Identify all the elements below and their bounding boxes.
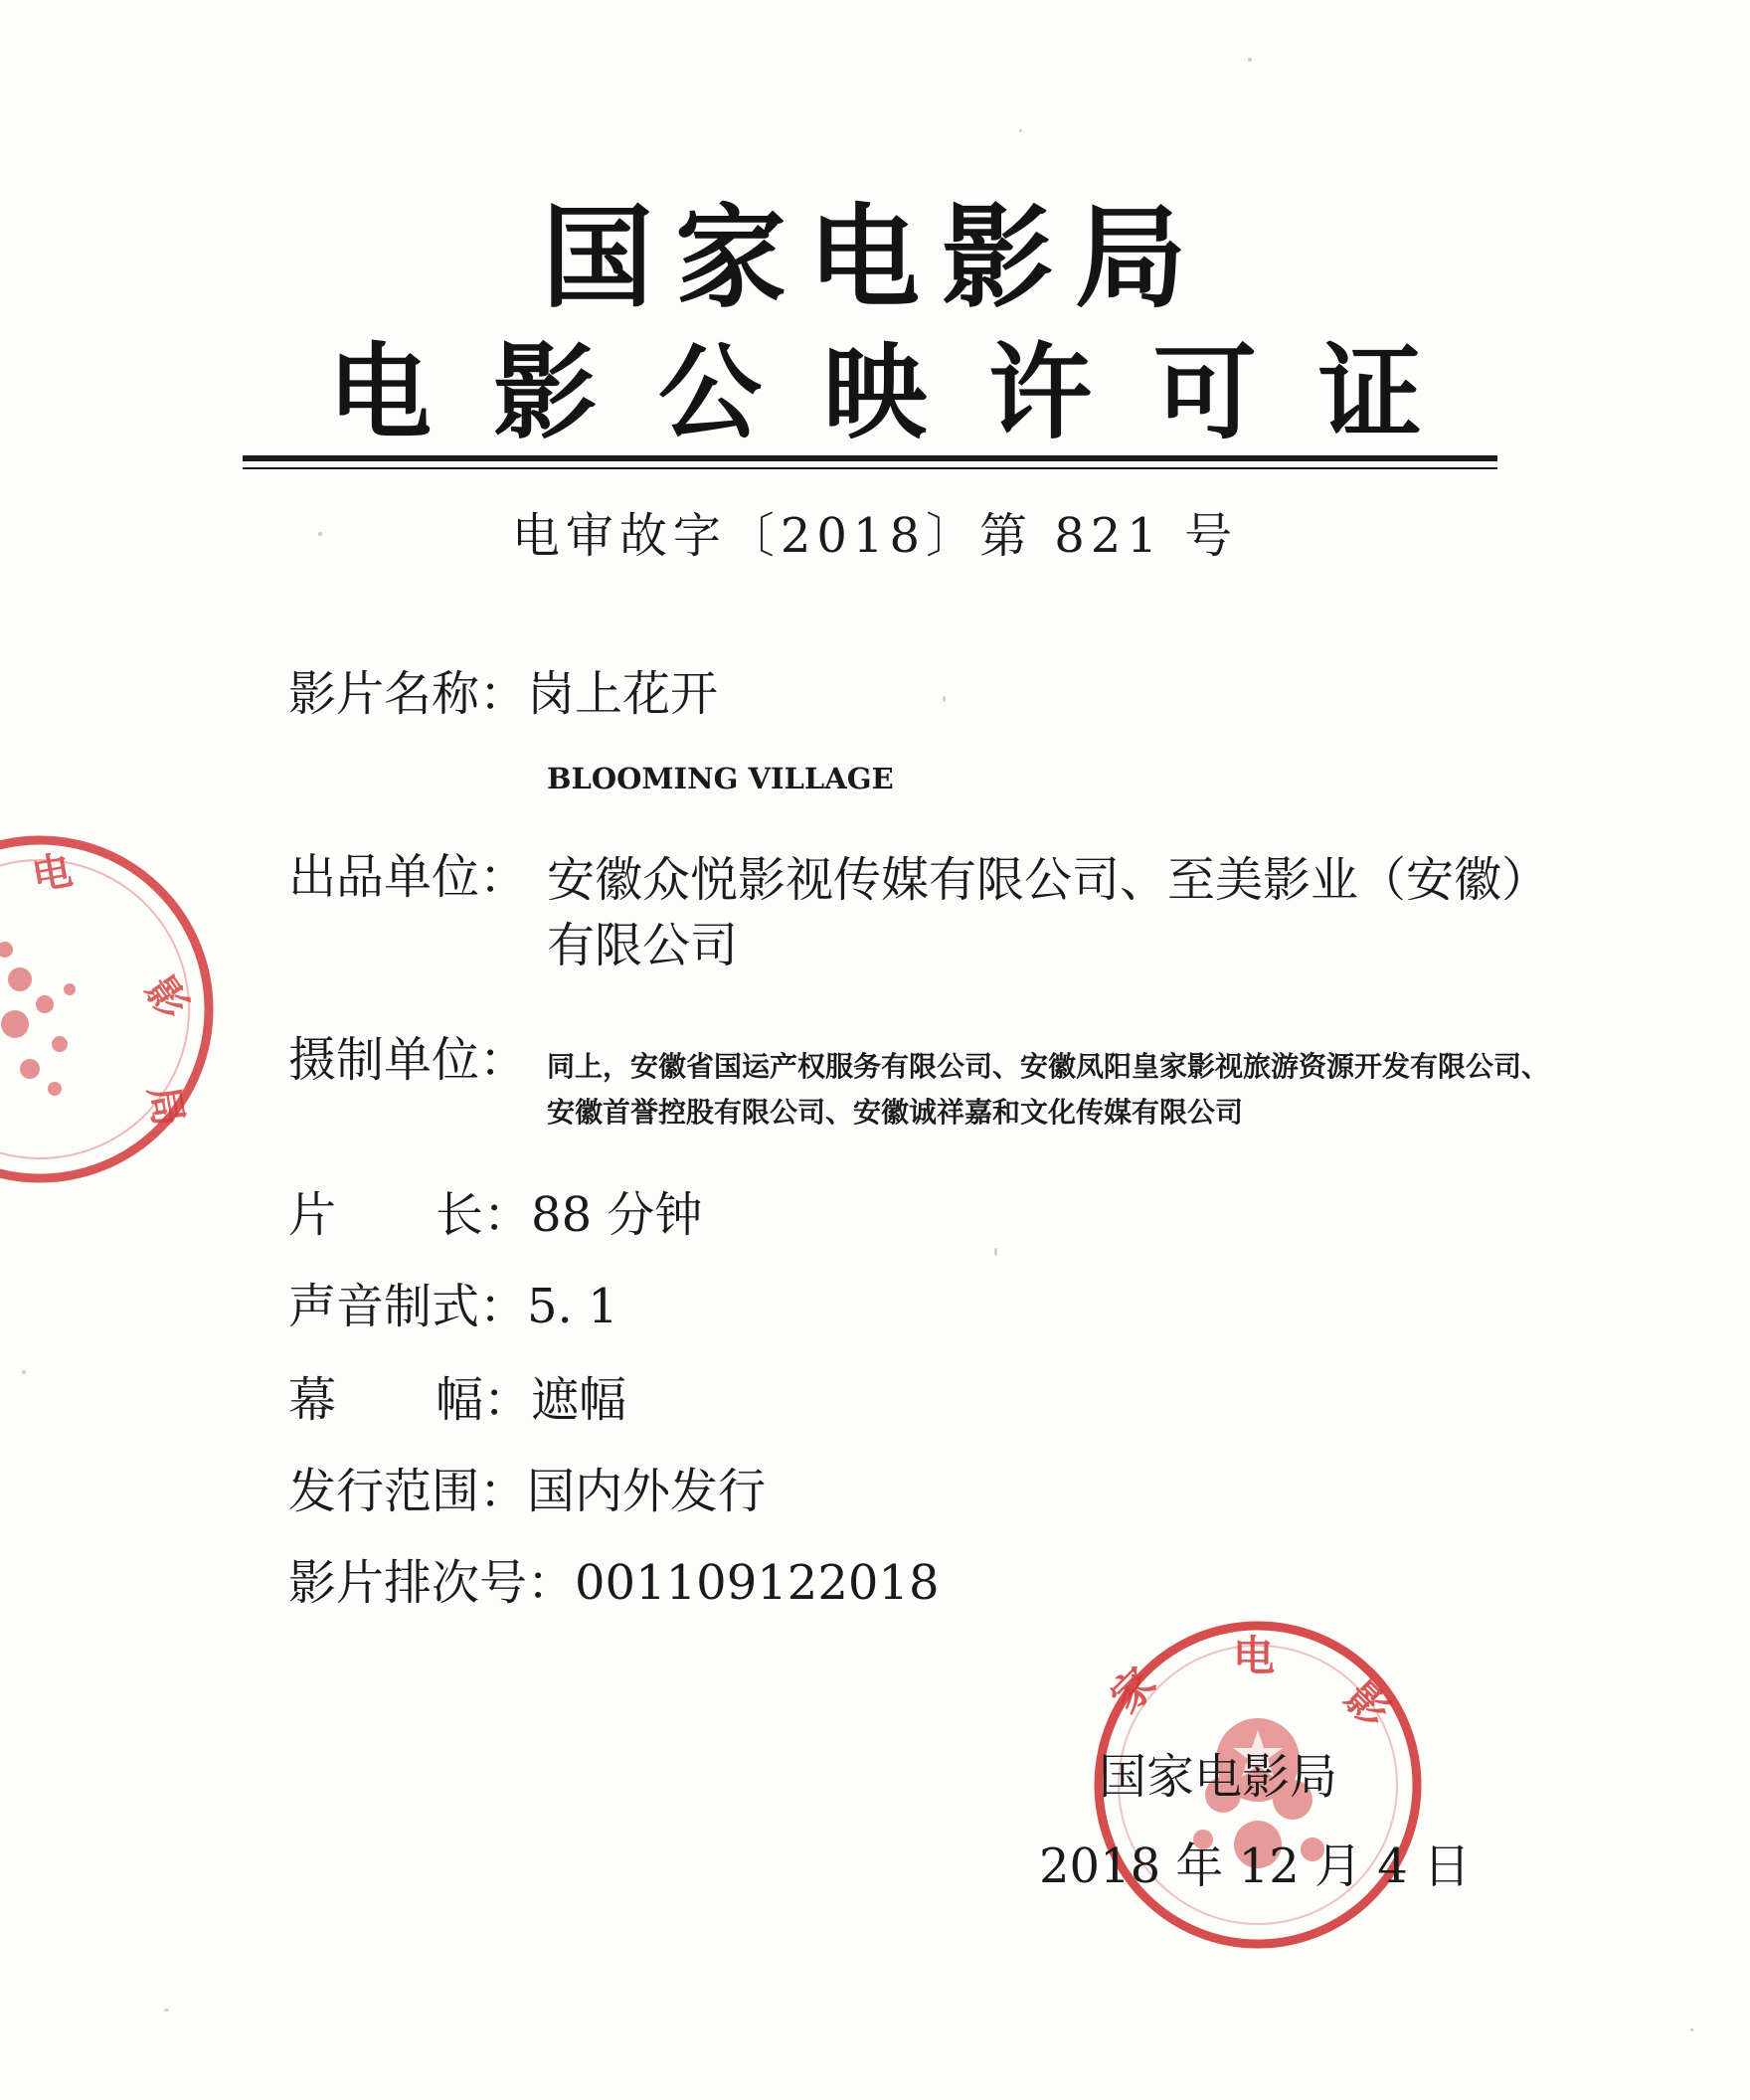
field-label-part: 片 <box>288 1187 337 1243</box>
issuing-authority: 国家电影局 <box>1099 1749 1338 1805</box>
certificate-title-char: 证 <box>1317 332 1422 453</box>
field-value: 001109122018 <box>575 1555 940 1611</box>
field-sound-format <box>288 1277 618 1336</box>
field-value-line: 同上，安徽省国运产权服务有限公司、安徽凤阳皇家影视旅游资源开发有限公司、 <box>547 1050 1550 1083</box>
seal-char: 影 <box>1334 1672 1400 1737</box>
field-value-line: 安徽首誉控股有限公司、安徽诚祥嘉和文化传媒有限公司 <box>547 1096 1244 1129</box>
seal-char: 电 <box>1233 1632 1276 1680</box>
certificate-title-char: 许 <box>987 332 1092 453</box>
field-label: 出品单位： <box>288 849 528 905</box>
field-value: 岗上花开 <box>527 666 719 722</box>
field-label: 影片名称： <box>288 666 528 722</box>
scan-speck <box>1690 2028 1693 2031</box>
certificate-title-char: 映 <box>822 332 927 453</box>
field-release-scope <box>288 1462 766 1521</box>
field-shooting-label-row <box>288 1030 527 1090</box>
field-producer-value <box>547 847 1641 978</box>
field-value-line: 安徽众悦影视传媒有限公司、至美影业（安徽） <box>547 852 1550 908</box>
scan-speck <box>943 696 946 702</box>
field-producer-label-row <box>288 847 527 907</box>
field-shooting-value <box>547 1044 1661 1136</box>
field-label-part: 幕 <box>288 1372 337 1428</box>
field-label-part: 长： <box>436 1187 532 1243</box>
field-label: 发行范围： <box>288 1464 528 1519</box>
certificate-title-char: 公 <box>657 332 762 453</box>
issuer-title: 国家电影局 <box>542 194 1208 323</box>
seal-char: 局 <box>139 1082 192 1131</box>
field-value: 5. 1 <box>527 1279 618 1334</box>
title-rule-thin <box>243 467 1497 469</box>
title-rule-thick <box>243 455 1497 461</box>
field-label-part: 幅： <box>436 1372 532 1428</box>
scan-speck <box>1248 58 1252 62</box>
certificate-title-char: 可 <box>1152 332 1257 453</box>
field-value: 遮幅 <box>531 1372 627 1428</box>
field-value: 国内外发行 <box>527 1464 767 1519</box>
field-label: 摄制单位： <box>288 1032 528 1088</box>
scan-speck <box>164 2009 169 2012</box>
seal-char: 电 <box>28 847 77 900</box>
field-serial-number <box>288 1553 939 1613</box>
film-title-english: BLOOMING VILLAGE <box>547 762 894 795</box>
certificate-title-char: 影 <box>492 332 597 453</box>
field-film-title <box>288 664 718 724</box>
scan-speck <box>22 1370 26 1374</box>
field-label: 影片排次号： <box>288 1555 576 1611</box>
scan-speck <box>994 1248 997 1256</box>
issue-date: 2018 年 12 月 4 日 <box>1039 1838 1472 1894</box>
seal-char: 影 <box>135 968 197 1028</box>
field-label: 声音制式： <box>288 1279 528 1334</box>
field-value: 88 分钟 <box>531 1187 703 1243</box>
seal-char: 家 <box>1101 1658 1165 1723</box>
certificate-title <box>328 333 1422 452</box>
field-screen-ratio <box>288 1370 626 1430</box>
document-number: 电审故字〔2018〕第 821 号 <box>511 508 1239 564</box>
scan-speck <box>1019 129 1022 132</box>
field-length <box>288 1185 702 1245</box>
left-official-seal <box>0 830 229 1188</box>
field-value-line: 有限公司 <box>547 918 739 973</box>
certificate-title-char: 电 <box>328 332 433 453</box>
